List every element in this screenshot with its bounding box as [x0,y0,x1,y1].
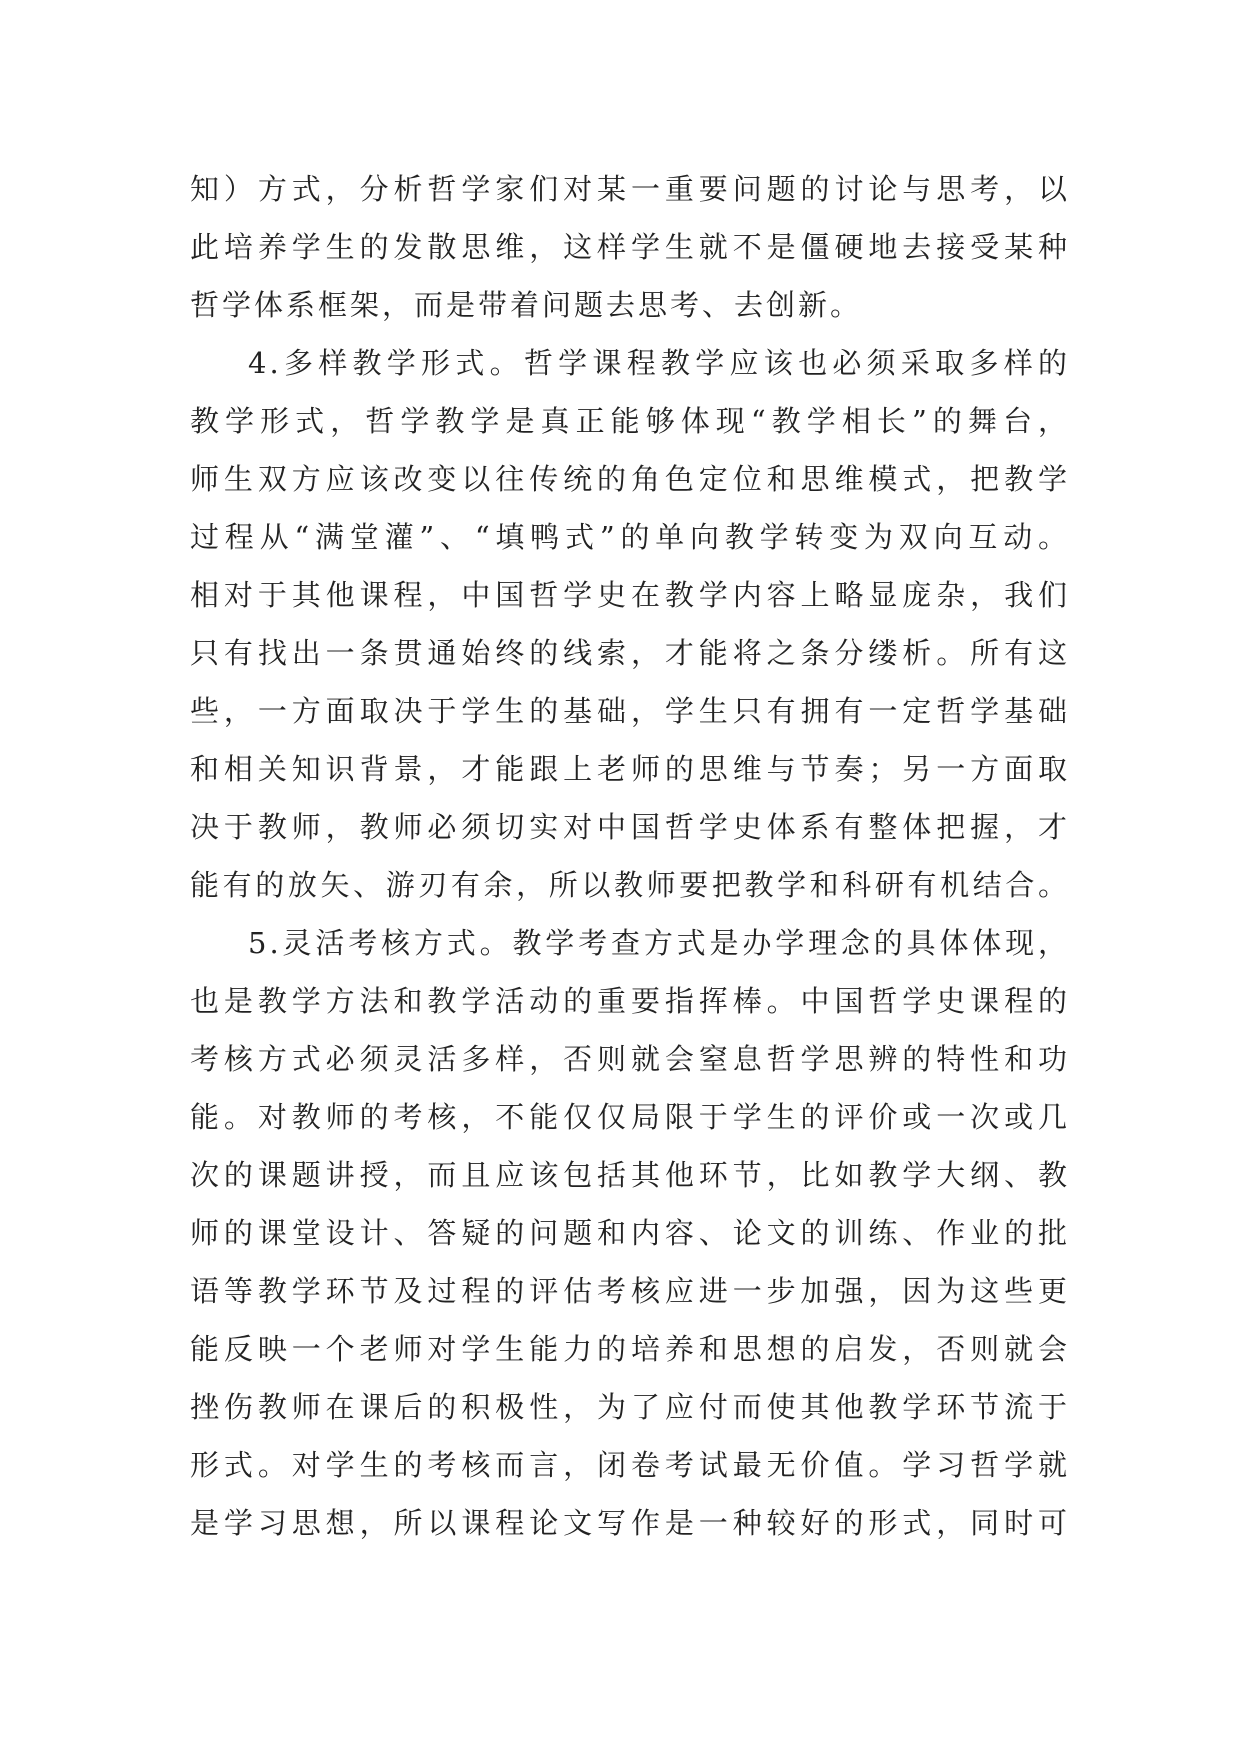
text-line: 决于教师，教师必须切实对中国哲学史体系有整体把握，才 [190,810,1070,844]
text-line: 也是教学方法和教学活动的重要指挥棒。中国哲学史课程的 [190,984,1070,1018]
text-line: 此培养学生的发散思维，这样学生就不是僵硬地去接受某种 [190,230,1070,264]
text-line: 哲学体系框架，而是带着问题去思考、去创新。 [190,288,863,322]
text-line: 5.灵活考核方式。教学考查方式是办学理念的具体体现， [248,926,1070,960]
text-line: 挫伤教师在课后的积极性，为了应付而使其他教学环节流于 [190,1390,1070,1424]
text-line: 语等教学环节及过程的评估考核应进一步加强，因为这些更 [190,1274,1070,1308]
text-line: 知）方式，分析哲学家们对某一重要问题的讨论与思考，以 [190,172,1070,206]
text-line: 是学习思想，所以课程论文写作是一种较好的形式，同时可 [190,1506,1070,1540]
text-line: 4.多样教学形式。哲学课程教学应该也必须采取多样的 [248,346,1070,380]
text-line: 能有的放矢、游刃有余，所以教师要把教学和科研有机结合。 [190,868,1070,902]
body-text [190,160,1070,1552]
text-line: 过程从“满堂灌”、“填鸭式”的单向教学转变为双向互动。 [190,520,1070,554]
text-line: 相对于其他课程，中国哲学史在教学内容上略显庞杂，我们 [190,578,1070,612]
text-line: 师的课堂设计、答疑的问题和内容、论文的训练、作业的批 [190,1216,1070,1250]
text-line: 形式。对学生的考核而言，闭卷考试最无价值。学习哲学就 [190,1448,1070,1482]
text-line: 和相关知识背景，才能跟上老师的思维与节奏；另一方面取 [190,752,1070,786]
text-line: 师生双方应该改变以往传统的角色定位和思维模式，把教学 [190,462,1070,496]
text-line: 些，一方面取决于学生的基础，学生只有拥有一定哲学基础 [190,694,1070,728]
text-line: 只有找出一条贯通始终的线索，才能将之条分缕析。所有这 [190,636,1070,670]
text-line: 教学形式，哲学教学是真正能够体现“教学相长”的舞台， [190,404,1070,438]
text-line: 能。对教师的考核，不能仅仅局限于学生的评价或一次或几 [190,1100,1070,1134]
text-line: 能反映一个老师对学生能力的培养和思想的启发，否则就会 [190,1332,1070,1366]
text-line: 次的课题讲授，而且应该包括其他环节，比如教学大纲、教 [190,1158,1070,1192]
text-line: 考核方式必须灵活多样，否则就会窒息哲学思辨的特性和功 [190,1042,1070,1076]
